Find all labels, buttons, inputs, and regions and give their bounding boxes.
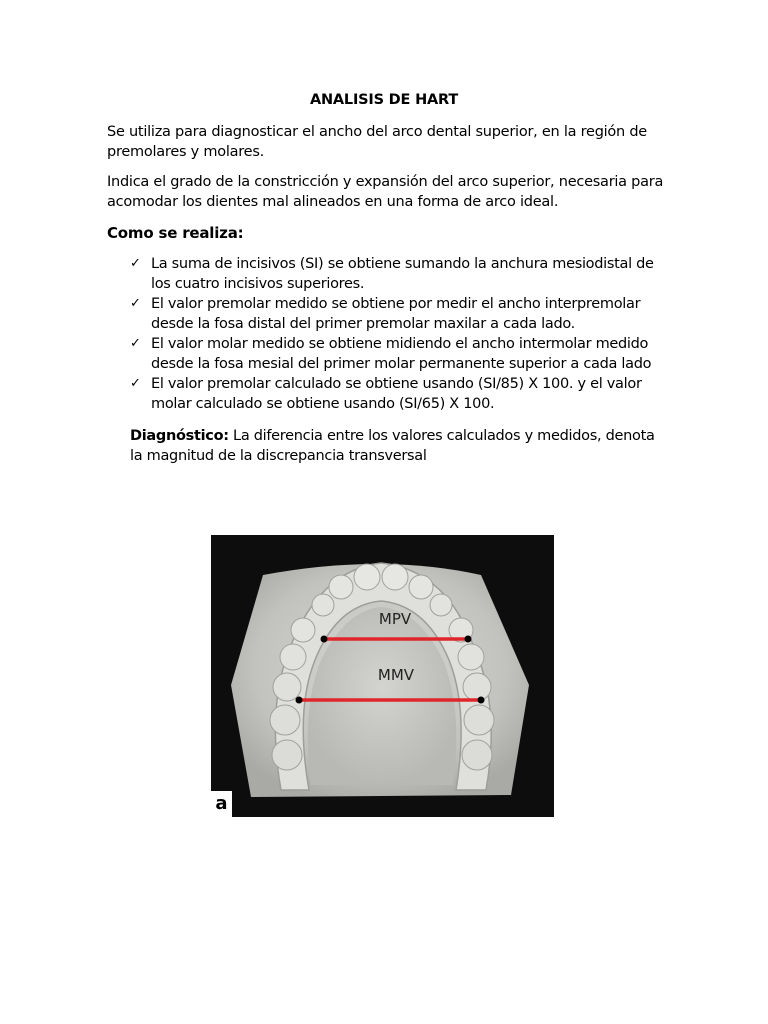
list-item: [130, 294, 665, 334]
mmv-label: MMV: [377, 666, 415, 684]
dental-cast-figure: [211, 535, 554, 817]
premolar-right-point: [465, 636, 472, 643]
procedure-list: [130, 254, 665, 414]
mpv-label: MPV: [378, 610, 412, 628]
list-item: [130, 254, 665, 294]
molar-right-point: [478, 697, 485, 704]
procedure-heading: Como se realiza:: [107, 224, 244, 242]
step-text: El valor premolar calculado se obtiene usando (SI/85) X 100. y el valor molar calculado se obtiene usando (SI/65) X 100.: [151, 376, 642, 412]
checkmark-icon: ✓: [130, 336, 141, 351]
diagnosis-label: Diagnóstico:: [130, 428, 229, 444]
checkmark-icon: ✓: [130, 296, 141, 311]
list-item: [130, 374, 665, 414]
document-title: ANALISIS DE HART: [309, 92, 459, 108]
diagnosis-text: La diferencia entre los valores calculados y medidos, denota la magnitud de la discrepancia transversal: [130, 428, 655, 464]
step-text: El valor premolar medido se obtiene por medir el ancho interpremolar desde la fosa distal del primer premolar maxilar a cada lado.: [151, 296, 641, 332]
diagnosis-paragraph: [130, 426, 665, 466]
panel-letter: a: [211, 791, 232, 817]
list-item: [130, 334, 665, 374]
purpose-paragraph: Indica el grado de la constricción y expansión del arco superior, necesaria para acomodar los dientes mal alineados en una forma de arco ideal.: [107, 174, 664, 210]
step-text: La suma de incisivos (SI) se obtiene sumando la anchura mesiodistal de los cuatro incisivos superiores.: [151, 256, 654, 292]
molar-left-point: [296, 697, 303, 704]
step-text: El valor molar medido se obtiene midiendo el ancho intermolar medido desde la fosa mesial del primer molar permanente superior a cada lado: [151, 336, 652, 372]
dental-cast-image: [211, 535, 554, 817]
checkmark-icon: ✓: [130, 376, 141, 391]
intro-paragraph: Se utiliza para diagnosticar el ancho del arco dental superior, en la región de premolares y molares.: [107, 124, 647, 160]
checkmark-icon: ✓: [130, 256, 141, 271]
premolar-left-point: [321, 636, 328, 643]
